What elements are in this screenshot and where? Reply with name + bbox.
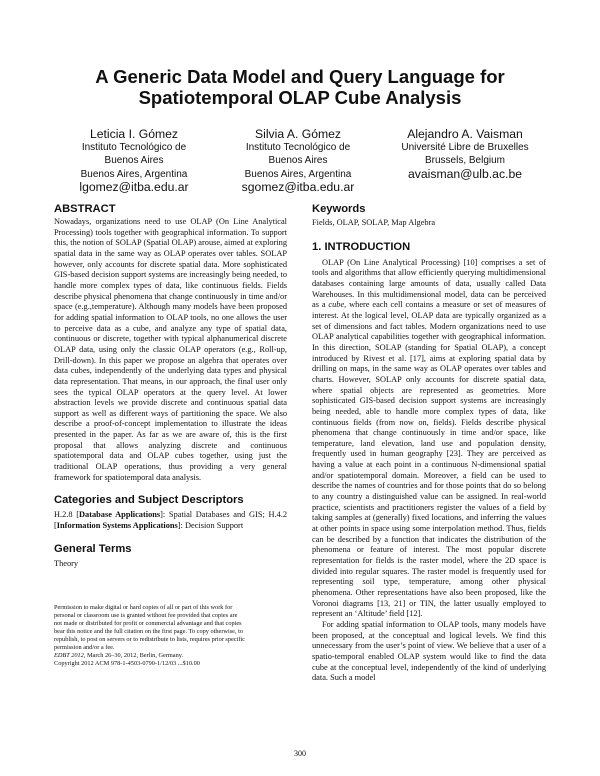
general-terms-text: Theory: [54, 558, 79, 568]
author-block-1: [54, 128, 214, 194]
author-email[interactable]: sgomez@itba.edu.ar: [241, 179, 355, 194]
intro-paragraph-1: [312, 258, 546, 620]
author-name: Leticia I. Gómez: [89, 127, 179, 141]
author-affiliation: Instituto Tecnológico de: [245, 142, 351, 154]
author-affiliation: Buenos Aires: [104, 155, 164, 167]
author-affiliation: Instituto Tecnológico de: [81, 142, 187, 154]
permission-line: permission and/or a fee.: [54, 644, 115, 651]
author-name: Alejandro A. Vaisman: [407, 127, 523, 141]
permission-line: bear this notice and the full citation on the first page. To copy otherwise, to: [54, 628, 243, 635]
left-column: [54, 202, 287, 569]
author-email[interactable]: avaisman@ulb.ac.be: [408, 166, 522, 181]
venue-details: , March 26–30, 2012, Berlin, Germany.: [83, 652, 184, 659]
venue-line: [54, 652, 287, 660]
author-affiliation: Université Libre de Bruxelles: [401, 142, 529, 154]
categories-text: [54, 510, 287, 531]
introduction-heading: 1. INTRODUCTION: [312, 240, 411, 253]
author-affiliation: Buenos Aires: [268, 155, 328, 167]
copyright-line: Copyright 2012 ACM 978-1-4503-0790-1/12/03 ...$10.00: [54, 660, 200, 667]
venue-name: EDBT 2012: [54, 652, 84, 659]
title-line-1: A Generic Data Model and Query Language for: [95, 66, 505, 87]
permission-line: Permission to make digital or hard copies of all or part of this work for: [54, 604, 233, 611]
permission-line: personal or classroom use is granted without fee provided that copies are: [54, 612, 238, 619]
author-name: Silvia A. Gómez: [254, 127, 342, 141]
keywords-text: Fields, OLAP, SOLAP, Map Algebra: [312, 218, 436, 227]
intro-text: , where each cell contains a measure or set of measures of interest. At the logical level, OLAP data are typically organized as a set of dimensions and fact tables. Modern organizations need to use OLAP analytical capabilities together with geographical information. In this direction, SOLAP (standing for Spatial OLAP), a concept introduced by Rivest et al. [17], aims at exploring spatial data by drilling on maps, in the same way as OLAP operates over tables and charts. However, SOLAP only accounts for discrete spatial data, where spatial objects are represented as geometries. More sophisticated GIS-based decision support systems are increasingly being needed, able to handle more complex types of data, like continuous fields (from now on, fields). Fields describe physical phenomena that change continuously in time and/or space, like temperature, land elevation, land use and population density, frequently used in human geography [23]. They are perceived as having a value at each point in a continuous N-dimensional spatial and/or spatiotemporal domain. Moreover, a field can be used to describe the names of countries and for those points that do so belong to any country a distinguished value can be assigned. In real-world practice, scientists and practitioners register the values of a field by taking samples at (generally) fixed locations, and inferring the values at other points in space using some interpolation method. Thus, fields can be described by a function that indicates the distribution of the phenomena or feature of interest. The most popular discrete representation for fields is the raster model, where the 2D space is divided into regular squares. The raster model is frequently used for representing soil type, temperature, among other physical phenomena. Other representations have also been proposed, like the Voronoi diagrams [13, 21] or TIN, the latter usually employed to represent an ‘Altitude’ field [12].: [312, 300, 547, 619]
author-affiliation: Buenos Aires, Argentina: [244, 168, 352, 180]
intro-emphasis: cube: [328, 300, 345, 310]
permission-line: republish, to post on servers or to redistribute to lists, requires prior specific: [54, 636, 245, 643]
category-code: ]: Spatial Databases and GIS; H.4.2 [: [54, 510, 288, 531]
paper-title: [60, 66, 540, 108]
author-affiliation: Brussels, Belgium: [424, 155, 506, 167]
category-code: H.2.8 [: [54, 510, 80, 520]
author-email[interactable]: lgomez@itba.edu.ar: [79, 179, 189, 194]
permission-line: not made or distributed for profit or commercial advantage and that copies: [54, 620, 242, 627]
category-name: Information Systems Applications: [56, 521, 178, 531]
general-terms-heading: General Terms: [54, 542, 132, 555]
abstract-text: Nowadays, organizations need to use OLAP (On Line Analytical Processing) tools together with geographical information. To support this, the notion of SOLAP (Spatial OLAP) arouse, aimed at exploring spatial data in the same way as OLAP operates over tables. SOLAP however, only accounts for discrete spatial data. More sophisticated GIS-based decision support systems are increasingly being needed, to handle more complex types of data, like continuous fields. Fields describe physical phenomena that change continuously in time and/or space (e.g.,temperature). Although many models have been proposed for adding spatial information to OLAP tools, no one allows the user to perceive data as a cube, and analyze any type of spatial data, continuous or discrete, together with typical alphanumerical discrete OLAP data, using only the classic OLAP operators (e.g., Roll-up, Drill-down). In this paper we propose an algebra that operates over data cubes, independently of the underlying data types and physical data representation. That means, in our approach, the final user only sees the typical OLAP operators at the query level. At lower abstraction levels we provide discrete and continuous spatial data support as well as different ways of partitioning the space. We also describe a proof-of-concept implementation to illustrate the ideas presented in the paper. As far as we are aware of, this is the first proposal that allows analyzing discrete and continuous spatiotemporal data and OLAP cubes together, using just the traditional OLAP operations, thus providing a very general framework for spatiotemporal data analysis.: [54, 217, 287, 482]
page-number: 300: [294, 749, 306, 758]
intro-text: OLAP (On Line Analytical Processing) [10] comprises a set of tools and algorithms that allow efficiently querying multidimensional databases containing large amounts of data, usually called Data Warehouses. In this multidimensional model, data can be perceived as a: [312, 257, 546, 310]
intro-paragraph-2: For adding spatial information to OLAP tools, many models have been proposed, at the conceptual and logical levels. We find this unnecessary from the user’s point of view. We believe that a user of a spatio-temporal enabled OLAP system would like to find the data cube at the conceptual level, independently of the kind of underlying data. Such a model: [312, 619, 546, 683]
author-affiliation: Buenos Aires, Argentina: [80, 168, 188, 180]
abstract-heading: ABSTRACT: [54, 203, 116, 215]
keywords-heading: Keywords: [312, 203, 366, 215]
author-block-2: [218, 128, 378, 194]
category-code: ]: Decision Support: [177, 521, 244, 531]
title-line-2: Spatiotemporal OLAP Cube Analysis: [138, 87, 462, 108]
categories-heading: Categories and Subject Descriptors: [54, 494, 244, 507]
right-column: [312, 202, 546, 684]
permission-notice: [54, 604, 287, 668]
author-block-3: [382, 128, 548, 181]
category-name: Database Applications: [79, 510, 161, 520]
